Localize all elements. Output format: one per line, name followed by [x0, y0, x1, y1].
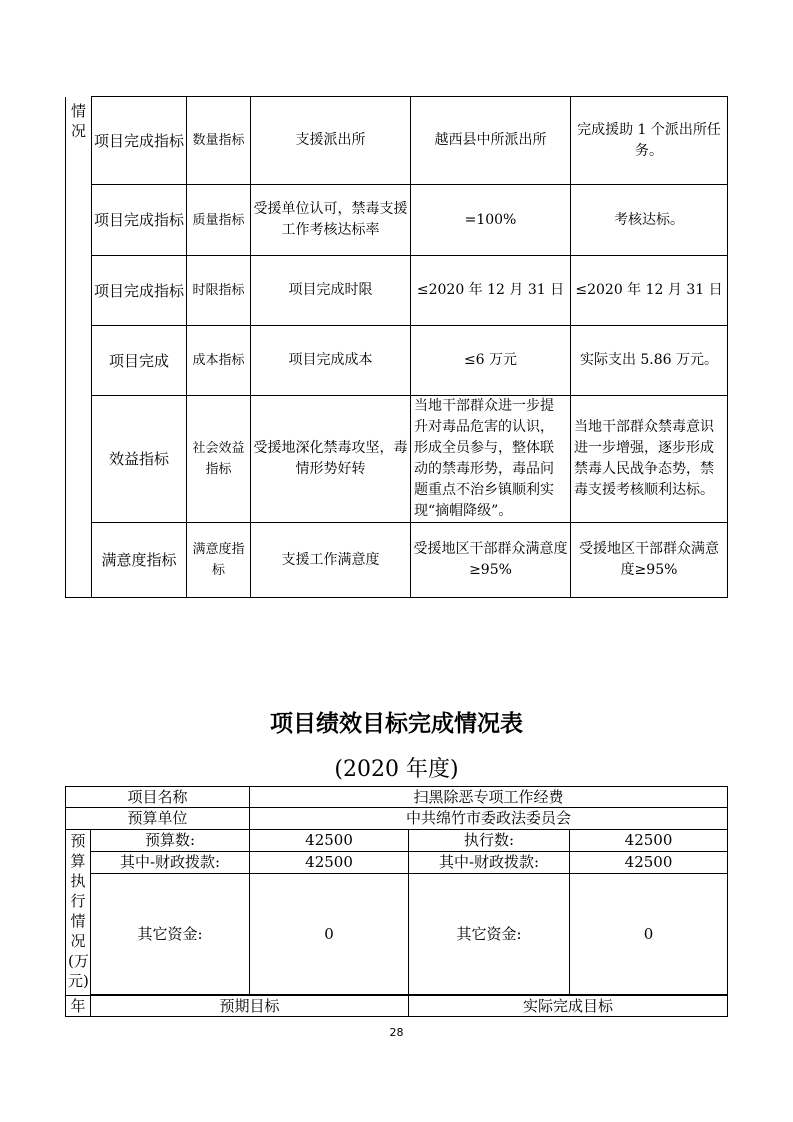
indicator-content: 受援地深化禁毒攻坚，毒情形势好转 [251, 396, 411, 523]
indicator-level-2: 成本指标 [187, 326, 251, 396]
year-label: 年 [66, 996, 91, 1017]
actual-value: 实际支出 5.86 万元。 [571, 326, 728, 396]
table-row [66, 256, 728, 326]
actual-value: 完成援助 1 个派出所任务。 [571, 97, 728, 185]
expected-value: 受援地区干部群众满意度≥95% [411, 523, 571, 598]
budget-label: 预算数: [91, 830, 250, 852]
table-row [66, 830, 728, 852]
exec-label: 执行数: [409, 830, 570, 852]
table-row [66, 874, 728, 995]
indicator-level-1: 项目完成 [92, 326, 187, 396]
expected-target-label: 预期目标 [91, 996, 409, 1017]
actual-value: 受援地区干部群众满意度≥95% [571, 523, 728, 598]
project-name-value: 扫黑除恶专项工作经费 [250, 787, 728, 808]
expected-value: 越西县中所派出所 [411, 97, 571, 185]
indicator-content: 受援单位认可，禁毒支援工作考核达标率 [251, 185, 411, 256]
budget-unit-value: 中共绵竹市委政法委员会 [250, 808, 728, 830]
actual-value: 考核达标。 [571, 185, 728, 256]
indicator-content: 项目完成时限 [251, 256, 411, 326]
page-title: 项目绩效目标完成情况表 [270, 711, 523, 737]
actual-value: ≤2020 年 12 月 31 日 [571, 256, 728, 326]
other-funds-label: 其它资金: [409, 874, 570, 995]
table-row [66, 808, 728, 830]
table-row [66, 852, 728, 874]
other-funds-value: 0 [570, 874, 728, 995]
table-row [66, 396, 728, 523]
fiscal-allocation-value: 42500 [570, 852, 728, 874]
other-funds-label: 其它资金: [91, 874, 250, 995]
actual-target-label: 实际完成目标 [409, 996, 728, 1017]
indicator-level-1: 项目完成指标 [92, 97, 187, 185]
budget-value: 42500 [250, 830, 409, 852]
indicator-content: 支援工作满意度 [251, 523, 411, 598]
fiscal-allocation-value: 42500 [250, 852, 409, 874]
table-row [66, 97, 728, 185]
expected-value: ≤2020 年 12 月 31 日 [411, 256, 571, 326]
fiscal-allocation-label: 其中-财政拨款: [91, 852, 250, 874]
indicator-level-1: 项目完成指标 [92, 185, 187, 256]
indicator-content: 支援派出所 [251, 97, 411, 185]
other-funds-value: 0 [250, 874, 409, 995]
expected-value: ≤6 万元 [411, 326, 571, 396]
page-number: 28 [389, 1026, 404, 1039]
indicator-level-2: 社会效益指标 [187, 396, 251, 523]
budget-execution-table [65, 786, 728, 1017]
fiscal-allocation-label: 其中-财政拨款: [409, 852, 570, 874]
actual-value: 当地干部群众禁毒意识进一步增强，逐步形成禁毒人民战争态势，禁毒支援考核顺利达标。 [571, 396, 728, 523]
exec-value: 42500 [570, 830, 728, 852]
expected-value: =100% [411, 185, 571, 256]
performance-indicator-table [65, 96, 728, 598]
indicator-level-2: 时限指标 [187, 256, 251, 326]
section-side-label: 情况 [66, 97, 92, 598]
indicator-level-2: 数量指标 [187, 97, 251, 185]
indicator-level-2: 满意度指标 [187, 523, 251, 598]
table-row [66, 523, 728, 598]
table-row [66, 787, 728, 808]
indicator-content: 项目完成成本 [251, 326, 411, 396]
table-row [66, 185, 728, 256]
indicator-level-1: 效益指标 [92, 396, 187, 523]
project-name-label: 项目名称 [66, 787, 250, 808]
indicator-level-1: 满意度指标 [92, 523, 187, 598]
indicator-level-1: 项目完成指标 [92, 256, 187, 326]
page-subtitle: (2020 年度) [334, 757, 459, 782]
table-row [66, 996, 728, 1017]
budget-unit-label: 预算单位 [66, 808, 250, 830]
expected-value: 当地干部群众进一步提升对毒品危害的认识，形成全员参与，整体联动的禁毒形势，毒品问题重点不治乡镇顺利实现“摘帽降级”。 [411, 396, 571, 523]
table-row [66, 326, 728, 396]
indicator-level-2: 质量指标 [187, 185, 251, 256]
budget-execution-side-label: 预算执行情况(万元) [66, 830, 91, 996]
